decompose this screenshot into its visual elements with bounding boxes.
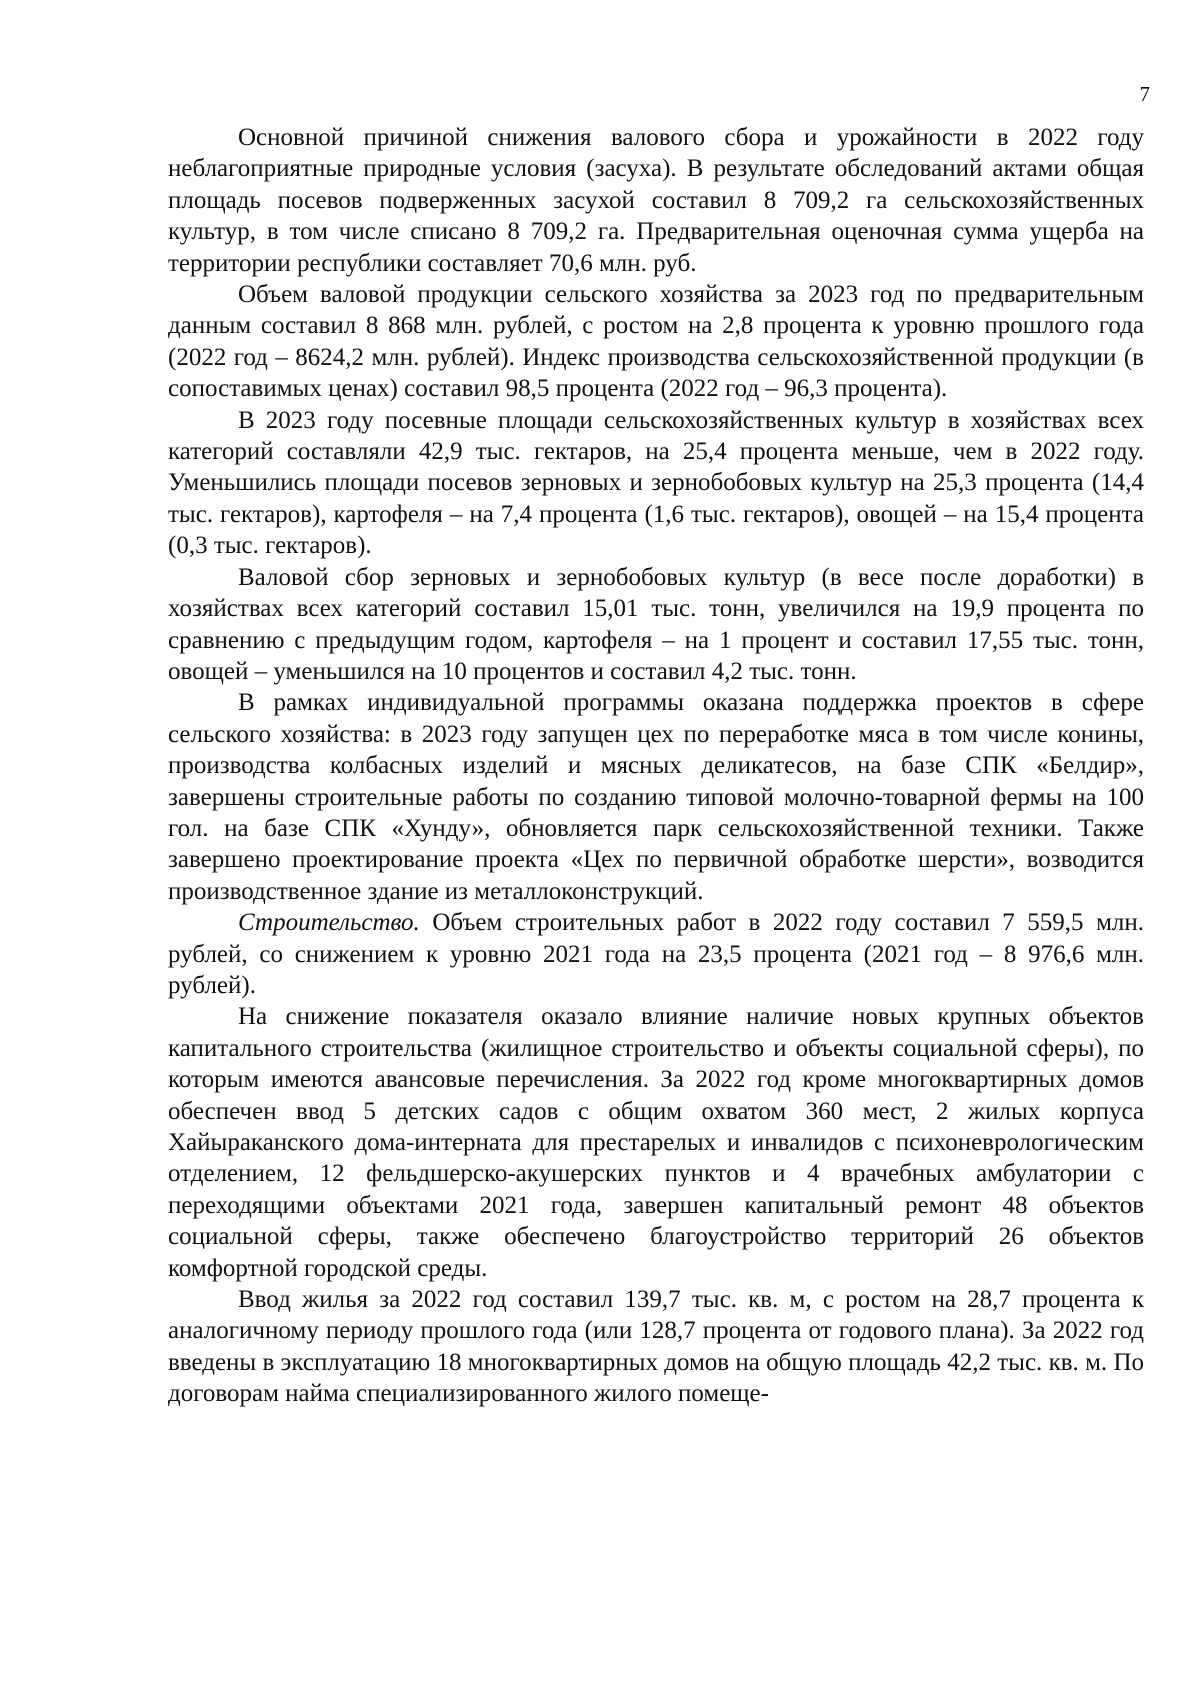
paragraph-capital-construction: На снижение показателя оказало влияние наличие новых крупных объектов капитального строительства (жилищное строительство и объекты социальной сферы), по которым имеются авансовые перечисления. За 2022 год кроме многоквартирных домов обеспечен ввод 5 детских садов с общим охватом 360 мест, 2 жилых корпуса Хайыраканского дома-интерната для престарелых и инвалидов с психоневрологическим отделением, 12 фельдшерско-акушерских пунктов и 4 врачебных амбулатории с переходящими объектами 2021 года, завершен капитальный ремонт 48 объектов социальной сферы, также обеспечено благоустройство территорий 26 объектов комфортной городской среды. [168,1003,1144,1282]
paragraph-construction [168,907,1144,1001]
paragraph-construction-text: Объем строительных работ в 2022 году составил 7 559,5 млн. рублей, со снижением к уровню 2021 года на 23,5 процента (2021 год – 8 976,6 млн. рублей). [168,909,1144,999]
paragraph-harvest: Валовой сбор зерновых и зернобобовых культур (в весе после доработки) в хозяйствах всех категорий составил 15,01 тыс. тонн, увеличился на 19,9 процента по сравнению с предыдущим годом, картофеля – на 1 процент и составил 17,55 тыс. тонн, овощей – уменьшился на 10 процентов и составил 4,2 тыс. тонн. [168,563,1144,685]
body-text [168,122,1144,1410]
paragraph-agri-output: Объем валовой продукции сельского хозяйства за 2023 год по предварительным данным составил 8 868 млн. рублей, с ростом на 2,8 процента к уровню прошлого года (2022 год – 8624,2 млн. рублей). Индекс производства сельскохозяйственной продукции (в сопоставимых ценах) составил 98,5 процента (2022 год – 96,3 процента). [168,281,1144,403]
paragraph-drought: Основной причиной снижения валового сбора и урожайности в 2022 году неблагоприятные природные условия (засуха). В результате обследований актами общая площадь посевов подверженных засухой составил 8 709,2 га сельскохозяйственных культур, в том числе списано 8 709,2 га. Предварительная оценочная сумма ущерба на территории республики составляет 70,6 млн. руб. [168,124,1144,277]
page-number: 7 [1139,82,1150,106]
section-heading-construction: Строительство. [238,909,420,937]
paragraph-individual-program: В рамках индивидуальной программы оказана поддержка проектов в сфере сельского хозяйства: в 2023 году запущен цех по переработке мяса в том числе конины, производства колбасных изделий и мясных деликатесов, на базе СПК «Белдир», завершены строительные работы по созданию типовой молочно-товарной фермы на 100 гол. на базе СПК «Хунду», обновляется парк сельскохозяйственной техники. Также завершено проектирование проекта «Цех по первичной обработке шерсти», возводится производственное здание из металлоконструкций. [168,689,1144,905]
paragraph-housing: Ввод жилья за 2022 год составил 139,7 тыс. кв. м, с ростом на 28,7 процента к аналогичному периоду прошлого года (или 128,7 процента от годового плана). За 2022 год введены в эксплуатацию 18 многоквартирных домов на общую площадь 42,2 тыс. кв. м. По договорам найма специализированного жилого помеще- [168,1286,1144,1408]
paragraph-sown-areas: В 2023 году посевные площади сельскохозяйственных культур в хозяйствах всех категорий составляли 42,9 тыс. гектаров, на 25,4 процента меньше, чем в 2022 году. Уменьшились площади посевов зерновых и зернобобовых культур на 25,3 процента (14,4 тыс. гектаров), картофеля – на 7,4 процента (1,6 тыс. гектаров), овощей – на 15,4 процента (0,3 тыс. гектаров). [168,406,1144,560]
